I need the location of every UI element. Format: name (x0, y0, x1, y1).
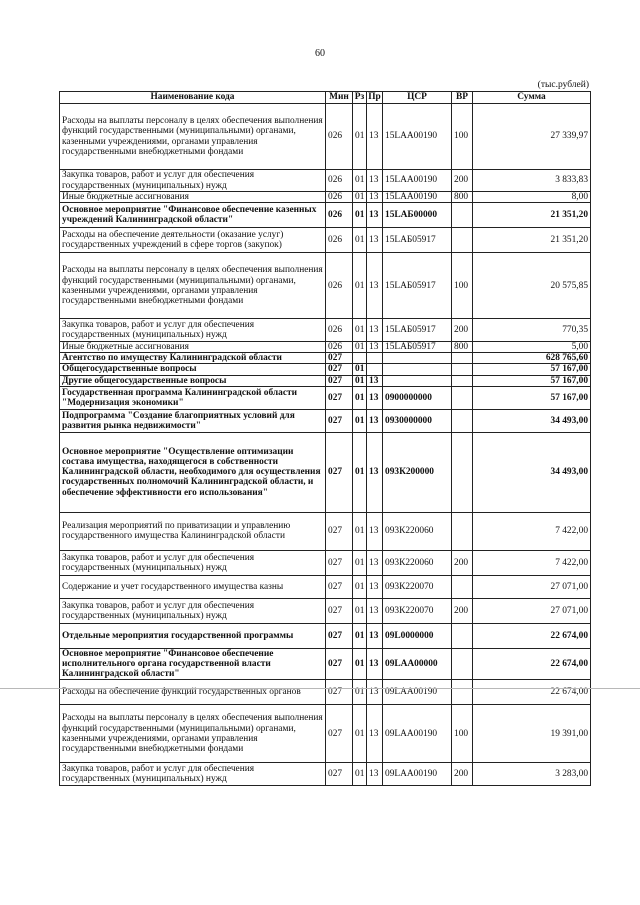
cell-rz: 01 (353, 575, 367, 598)
cell-min: 027 (326, 623, 353, 648)
cell-pr: 13 (367, 253, 383, 319)
cell-sum: 21 351,20 (473, 228, 591, 253)
cell-vr (452, 575, 473, 598)
cell-rz: 01 (353, 648, 367, 679)
cell-csr (383, 353, 452, 364)
cell-csr: 093К200000 (383, 432, 452, 512)
cell-csr: 09LAA00000 (383, 648, 452, 679)
cell-pr: 13 (367, 386, 383, 409)
cell-vr: 200 (452, 319, 473, 342)
cell-sum: 34 493,00 (473, 432, 591, 512)
header-rz: Рз (353, 92, 367, 104)
table-row (60, 550, 591, 575)
table-row (60, 342, 591, 353)
header-csr: ЦСР (383, 92, 452, 104)
cell-csr: 15LAA00190 (383, 192, 452, 203)
cell-sum: 5,00 (473, 342, 591, 353)
table-row (60, 364, 591, 375)
cell-rz: 01 (353, 409, 367, 432)
cell-pr: 13 (367, 409, 383, 432)
cell-vr (452, 409, 473, 432)
cell-vr (452, 386, 473, 409)
cell-min: 027 (326, 386, 353, 409)
cell-vr: 800 (452, 342, 473, 353)
cell-name: Государственная программа Калининградской области "Модернизация экономики" (60, 386, 326, 409)
cell-min: 026 (326, 170, 353, 192)
cell-csr: 0900000000 (383, 386, 452, 409)
cell-name: Агентство по имуществу Калининградской области (60, 353, 326, 364)
cell-pr: 13 (367, 648, 383, 679)
units-label: (тыс.рублей) (537, 80, 589, 90)
cell-sum: 20 575,85 (473, 253, 591, 319)
cell-csr: 093К220070 (383, 575, 452, 598)
cell-name: Реализация мероприятий по приватизации и управлению государственного имущества Калининградской области (60, 512, 326, 550)
cell-min: 027 (326, 575, 353, 598)
cell-sum: 34 493,00 (473, 409, 591, 432)
cell-name: Иные бюджетные ассигнования (60, 192, 326, 203)
table-body (60, 104, 591, 786)
cell-sum: 27 071,00 (473, 598, 591, 623)
cell-min: 027 (326, 353, 353, 364)
cell-min: 026 (326, 253, 353, 319)
cell-csr: 09LAA00190 (383, 705, 452, 763)
cell-rz: 01 (353, 170, 367, 192)
cell-rz: 01 (353, 375, 367, 386)
table-row (60, 409, 591, 432)
table-header-row (60, 92, 591, 104)
cell-pr (367, 353, 383, 364)
cell-sum: 3 833,83 (473, 170, 591, 192)
cell-pr: 13 (367, 550, 383, 575)
table-row (60, 353, 591, 364)
cell-rz: 01 (353, 705, 367, 763)
cell-min: 027 (326, 705, 353, 763)
table-row (60, 104, 591, 170)
cell-name: Закупка товаров, работ и услуг для обеспечения государственных (муниципальных) нужд (60, 598, 326, 623)
table-row (60, 192, 591, 203)
cell-pr: 13 (367, 705, 383, 763)
header-name: Наименование кода (60, 92, 326, 104)
cell-min: 026 (326, 228, 353, 253)
cell-pr: 13 (367, 375, 383, 386)
cell-rz: 01 (353, 550, 367, 575)
cell-rz: 01 (353, 364, 367, 375)
cell-csr: 15LAA00190 (383, 104, 452, 170)
cell-rz: 01 (353, 253, 367, 319)
table-row (60, 705, 591, 763)
cell-vr (452, 203, 473, 228)
cell-vr: 200 (452, 550, 473, 575)
cell-min: 027 (326, 550, 353, 575)
cell-name: Закупка товаров, работ и услуг для обеспечения государственных (муниципальных) нужд (60, 170, 326, 192)
cell-sum: 7 422,00 (473, 512, 591, 550)
cell-name: Расходы на выплаты персоналу в целях обеспечения выполнения функций государственными (муниципальными) органами, казенными учреждениями, органами управления государственными внебюджетными фондами (60, 104, 326, 170)
cell-vr: 100 (452, 104, 473, 170)
cell-rz: 01 (353, 192, 367, 203)
cell-name: Расходы на выплаты персоналу в целях обеспечения выполнения функций государственными (муниципальными) органами, казенными учреждениями, органами управления государственными внебюджетными фондами (60, 253, 326, 319)
cell-name: Общегосударственные вопросы (60, 364, 326, 375)
table-row (60, 575, 591, 598)
cell-csr: 093К220060 (383, 550, 452, 575)
table-row (60, 648, 591, 679)
table-row (60, 623, 591, 648)
cell-name: Расходы на обеспечение функций государственных органов (60, 680, 326, 705)
cell-csr (383, 364, 452, 375)
cell-rz: 01 (353, 763, 367, 786)
header-min: Мин (326, 92, 353, 104)
cell-vr: 100 (452, 253, 473, 319)
cell-pr: 13 (367, 763, 383, 786)
cell-sum: 628 765,60 (473, 353, 591, 364)
cell-pr: 13 (367, 203, 383, 228)
cell-min: 026 (326, 342, 353, 353)
cell-rz (353, 353, 367, 364)
cell-vr (452, 375, 473, 386)
cell-min: 027 (326, 409, 353, 432)
cell-min: 027 (326, 364, 353, 375)
cell-sum: 8,00 (473, 192, 591, 203)
cell-vr: 800 (452, 192, 473, 203)
cell-name: Основное мероприятие "Финансовое обеспечение казенных учреждений Калининградской области" (60, 203, 326, 228)
table-row (60, 203, 591, 228)
cell-rz: 01 (353, 386, 367, 409)
cell-vr (452, 364, 473, 375)
cell-sum: 21 351,20 (473, 203, 591, 228)
cell-pr: 13 (367, 512, 383, 550)
cell-csr: 15LAA00190 (383, 170, 452, 192)
table-row (60, 680, 591, 705)
table-row (60, 170, 591, 192)
table-row (60, 228, 591, 253)
cell-vr (452, 648, 473, 679)
cell-min: 026 (326, 192, 353, 203)
cell-vr: 100 (452, 705, 473, 763)
cell-name: Иные бюджетные ассигнования (60, 342, 326, 353)
cell-csr: 15LAБ05917 (383, 342, 452, 353)
cell-csr: 15LAБ05917 (383, 253, 452, 319)
cell-csr: 09LAA00190 (383, 680, 452, 705)
cell-name: Отдельные мероприятия государственной программы (60, 623, 326, 648)
cell-vr (452, 512, 473, 550)
cell-name: Основное мероприятие "Осуществление оптимизации состава имущества, находящегося в собственности Калининградской области, необходимого для осуществления государственных полномочий Калининградской области, и обеспечение эффективности его использования" (60, 432, 326, 512)
cell-csr: 15LAБ00000 (383, 203, 452, 228)
cell-rz: 01 (353, 623, 367, 648)
cell-rz: 01 (353, 342, 367, 353)
cell-pr: 13 (367, 228, 383, 253)
cell-name: Содержание и учет государственного имущества казны (60, 575, 326, 598)
cell-min: 027 (326, 432, 353, 512)
cell-csr: 15LAБ05917 (383, 228, 452, 253)
cell-rz: 01 (353, 319, 367, 342)
cell-pr: 13 (367, 170, 383, 192)
cell-pr (367, 364, 383, 375)
cell-min: 026 (326, 203, 353, 228)
cell-sum: 19 391,00 (473, 705, 591, 763)
table-row (60, 432, 591, 512)
cell-csr: 09LAA00190 (383, 763, 452, 786)
cell-min: 026 (326, 319, 353, 342)
cell-sum: 7 422,00 (473, 550, 591, 575)
cell-min: 027 (326, 375, 353, 386)
cell-vr: 200 (452, 598, 473, 623)
cell-csr: 093К220070 (383, 598, 452, 623)
cell-rz: 01 (353, 203, 367, 228)
cell-rz: 01 (353, 512, 367, 550)
cell-min: 027 (326, 763, 353, 786)
table-row (60, 512, 591, 550)
cell-csr: 093К220060 (383, 512, 452, 550)
header-pr: Пр (368, 92, 381, 103)
cell-pr: 13 (367, 432, 383, 512)
cell-rz: 01 (353, 598, 367, 623)
cell-name: Другие общегосударственные вопросы (60, 375, 326, 386)
header-sum: Сумма (473, 92, 591, 104)
cell-pr: 13 (367, 598, 383, 623)
table-row (60, 598, 591, 623)
table-row (60, 763, 591, 786)
cell-name: Основное мероприятие "Финансовое обеспечение исполнительного органа государственной власти Калининградской области" (60, 648, 326, 679)
cell-sum: 27 071,00 (473, 575, 591, 598)
header-vr: ВР (452, 92, 473, 104)
cell-vr (452, 623, 473, 648)
cell-csr: 15LAБ05917 (383, 319, 452, 342)
cell-sum: 57 167,00 (473, 375, 591, 386)
cell-vr (452, 228, 473, 253)
table-row (60, 386, 591, 409)
cell-vr (452, 353, 473, 364)
cell-rz: 01 (353, 680, 367, 705)
cell-pr: 13 (367, 192, 383, 203)
cell-name: Закупка товаров, работ и услуг для обеспечения государственных (муниципальных) нужд (60, 763, 326, 786)
cell-name: Расходы на обеспечение деятельности (оказание услуг) государственных учреждений в сфере торгов (закупок) (60, 228, 326, 253)
cell-name: Закупка товаров, работ и услуг для обеспечения государственных (муниципальных) нужд (60, 550, 326, 575)
cell-sum: 22 674,00 (473, 623, 591, 648)
cell-vr (452, 432, 473, 512)
cell-vr: 200 (452, 763, 473, 786)
cell-csr: 0930000000 (383, 409, 452, 432)
cell-name: Закупка товаров, работ и услуг для обеспечения государственных (муниципальных) нужд (60, 319, 326, 342)
table-row (60, 375, 591, 386)
cell-sum: 22 674,00 (473, 680, 591, 705)
cell-sum: 770,35 (473, 319, 591, 342)
cell-vr: 200 (452, 170, 473, 192)
cell-vr (452, 680, 473, 705)
cell-min: 026 (326, 104, 353, 170)
cell-pr: 13 (367, 104, 383, 170)
budget-table (59, 91, 591, 786)
cell-min: 027 (326, 512, 353, 550)
table-row (60, 319, 591, 342)
cell-name: Подпрограмма "Создание благоприятных условий для развития рынка недвижимости" (60, 409, 326, 432)
cell-min: 027 (326, 648, 353, 679)
cell-sum: 27 339,97 (473, 104, 591, 170)
cell-min: 027 (326, 598, 353, 623)
cell-pr: 13 (367, 680, 383, 705)
cell-pr: 13 (367, 575, 383, 598)
cell-csr (383, 375, 452, 386)
table-row (60, 253, 591, 319)
cell-sum: 57 167,00 (473, 364, 591, 375)
cell-sum: 22 674,00 (473, 648, 591, 679)
scan-fold-line (0, 688, 640, 689)
cell-min: 027 (326, 680, 353, 705)
cell-pr: 13 (367, 319, 383, 342)
cell-rz: 01 (353, 432, 367, 512)
cell-name: Расходы на выплаты персоналу в целях обеспечения выполнения функций государственными (муниципальными) органами, казенными учреждениями, органами управления государственными внебюджетными фондами (60, 705, 326, 763)
cell-pr: 13 (367, 342, 383, 353)
page-number: 60 (315, 48, 325, 59)
cell-pr: 13 (367, 623, 383, 648)
cell-rz: 01 (353, 228, 367, 253)
cell-rz: 01 (353, 104, 367, 170)
cell-sum: 3 283,00 (473, 763, 591, 786)
cell-sum: 57 167,00 (473, 386, 591, 409)
cell-csr: 09L0000000 (383, 623, 452, 648)
